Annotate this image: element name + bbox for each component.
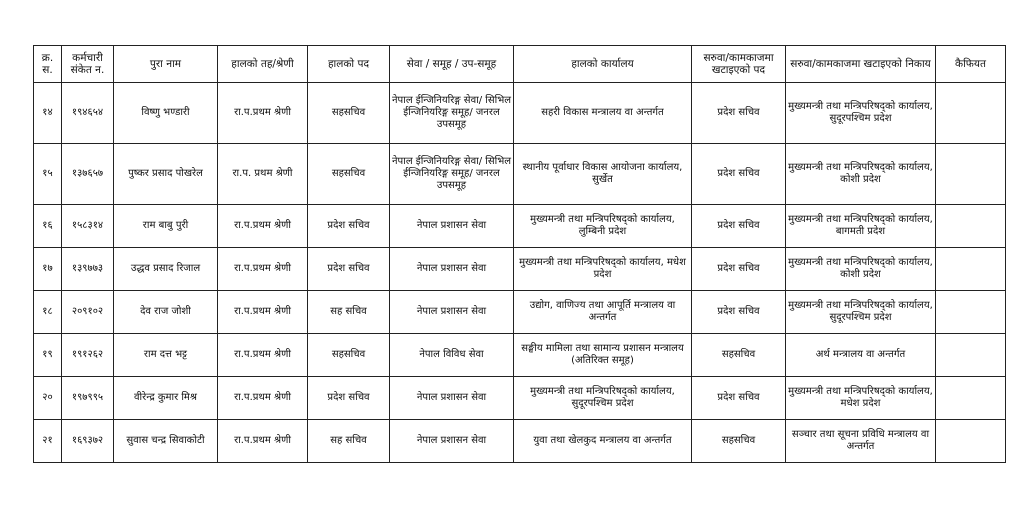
table-row bbox=[34, 334, 1006, 377]
cell-remarks bbox=[936, 205, 1006, 248]
cell-sn: १७ bbox=[34, 248, 62, 291]
table-row bbox=[34, 291, 1006, 334]
cell-office: सङ्घीय मामिला तथा सामान्य प्रशासन मन्त्रालय (अतिरिक्त समूह) bbox=[514, 334, 692, 377]
cell-code: १६९३७२ bbox=[62, 420, 114, 463]
header-full-name: पुरा नाम bbox=[114, 46, 218, 83]
header-transfer-body: सरुवा/कामकाजमा खटाइएको निकाय bbox=[786, 46, 936, 83]
cell-sn: १९ bbox=[34, 334, 62, 377]
cell-name: विष्णु भण्डारी bbox=[114, 83, 218, 144]
header-service-group: सेवा / समूह / उप-समूह bbox=[390, 46, 514, 83]
cell-service: नेपाल ईन्जिनियरिङ्ग सेवा/ सिभिल ईन्जिनियरिङ्ग समूह/ जनरल उपसमूह bbox=[390, 144, 514, 205]
cell-office: मुख्यमन्त्री तथा मन्त्रिपरिषद्को कार्यालय, सुदूरपश्चिम प्रदेश bbox=[514, 377, 692, 420]
cell-level: रा.प. प्रथम श्रेणी bbox=[218, 144, 308, 205]
cell-level: रा.प.प्रथम श्रेणी bbox=[218, 83, 308, 144]
table-row bbox=[34, 420, 1006, 463]
cell-name: सुवास चन्द्र सिवाकोटी bbox=[114, 420, 218, 463]
table-row bbox=[34, 377, 1006, 420]
transfer-table bbox=[33, 45, 1006, 463]
header-current-office: हालको कार्यालय bbox=[514, 46, 692, 83]
cell-code: १५८३१४ bbox=[62, 205, 114, 248]
cell-name: उद्धव प्रसाद रिजाल bbox=[114, 248, 218, 291]
cell-office: मुख्यमन्त्री तथा मन्त्रिपरिषद्को कार्यालय, मधेश प्रदेश bbox=[514, 248, 692, 291]
cell-transfer-post: प्रदेश सचिव bbox=[692, 205, 786, 248]
table-row bbox=[34, 248, 1006, 291]
cell-office: मुख्यमन्त्री तथा मन्त्रिपरिषद्को कार्यालय, लुम्बिनी प्रदेश bbox=[514, 205, 692, 248]
cell-remarks bbox=[936, 291, 1006, 334]
cell-transfer-post: प्रदेश सचिव bbox=[692, 83, 786, 144]
cell-transfer-post: सहसचिव bbox=[692, 334, 786, 377]
cell-post: प्रदेश सचिव bbox=[308, 377, 390, 420]
cell-level: रा.प.प्रथम श्रेणी bbox=[218, 334, 308, 377]
cell-office: युवा तथा खेलकुद मन्त्रालय वा अन्तर्गत bbox=[514, 420, 692, 463]
cell-level: रा.प.प्रथम श्रेणी bbox=[218, 205, 308, 248]
table-row bbox=[34, 205, 1006, 248]
cell-post: सहसचिव bbox=[308, 334, 390, 377]
header-employee-code: कर्मचारी संकेत न. bbox=[62, 46, 114, 83]
cell-service: नेपाल प्रशासन सेवा bbox=[390, 420, 514, 463]
cell-name: देव राज जोशी bbox=[114, 291, 218, 334]
cell-post: सहसचिव bbox=[308, 83, 390, 144]
cell-remarks bbox=[936, 83, 1006, 144]
table-row bbox=[34, 144, 1006, 205]
cell-service: नेपाल विविध सेवा bbox=[390, 334, 514, 377]
cell-service: नेपाल प्रशासन सेवा bbox=[390, 377, 514, 420]
cell-transfer-post: प्रदेश सचिव bbox=[692, 291, 786, 334]
cell-remarks bbox=[936, 334, 1006, 377]
cell-transfer-body: मुख्यमन्त्री तथा मन्त्रिपरिषद्को कार्यालय, मधेश प्रदेश bbox=[786, 377, 936, 420]
cell-transfer-body: मुख्यमन्त्री तथा मन्त्रिपरिषद्को कार्यालय, बागमती प्रदेश bbox=[786, 205, 936, 248]
cell-code: १९७९९५ bbox=[62, 377, 114, 420]
cell-service: नेपाल प्रशासन सेवा bbox=[390, 291, 514, 334]
header-current-post: हालको पद bbox=[308, 46, 390, 83]
cell-remarks bbox=[936, 248, 1006, 291]
cell-post: सह सचिव bbox=[308, 420, 390, 463]
cell-code: १९१२६२ bbox=[62, 334, 114, 377]
cell-office: स्थानीय पूर्वाधार विकास आयोजना कार्यालय, सुर्खेत bbox=[514, 144, 692, 205]
cell-transfer-post: सहसचिव bbox=[692, 420, 786, 463]
cell-transfer-post: प्रदेश सचिव bbox=[692, 248, 786, 291]
cell-transfer-body: मुख्यमन्त्री तथा मन्त्रिपरिषद्को कार्यालय, कोशी प्रदेश bbox=[786, 144, 936, 205]
cell-transfer-post: प्रदेश सचिव bbox=[692, 377, 786, 420]
cell-transfer-body: अर्थ मन्त्रालय वा अन्तर्गत bbox=[786, 334, 936, 377]
cell-code: १३७६५७ bbox=[62, 144, 114, 205]
cell-code: २०९१०२ bbox=[62, 291, 114, 334]
cell-code: १९४६५४ bbox=[62, 83, 114, 144]
cell-post: प्रदेश सचिव bbox=[308, 205, 390, 248]
table-row bbox=[34, 83, 1006, 144]
header-remarks: कैफियत bbox=[936, 46, 1006, 83]
header-row bbox=[34, 46, 1006, 83]
cell-office: सहरी विकास मन्त्रालय वा अन्तर्गत bbox=[514, 83, 692, 144]
cell-office: उद्योग, वाणिज्य तथा आपूर्ति मन्त्रालय वा अन्तर्गत bbox=[514, 291, 692, 334]
cell-code: १३९७७३ bbox=[62, 248, 114, 291]
cell-name: पुष्कर प्रसाद पोखरेल bbox=[114, 144, 218, 205]
cell-sn: २० bbox=[34, 377, 62, 420]
header-transfer-post: सरुवा/कामकाजमा खटाइएको पद bbox=[692, 46, 786, 83]
cell-transfer-body: मुख्यमन्त्री तथा मन्त्रिपरिषद्को कार्यालय, कोशी प्रदेश bbox=[786, 248, 936, 291]
cell-level: रा.प.प्रथम श्रेणी bbox=[218, 377, 308, 420]
cell-post: सहसचिव bbox=[308, 144, 390, 205]
cell-level: रा.प.प्रथम श्रेणी bbox=[218, 420, 308, 463]
cell-transfer-body: मुख्यमन्त्री तथा मन्त्रिपरिषद्को कार्यालय, सुदूरपश्चिम प्रदेश bbox=[786, 291, 936, 334]
cell-sn: २१ bbox=[34, 420, 62, 463]
cell-post: प्रदेश सचिव bbox=[308, 248, 390, 291]
cell-transfer-post: प्रदेश सचिव bbox=[692, 144, 786, 205]
cell-service: नेपाल प्रशासन सेवा bbox=[390, 248, 514, 291]
cell-service: नेपाल प्रशासन सेवा bbox=[390, 205, 514, 248]
cell-post: सह सचिव bbox=[308, 291, 390, 334]
cell-name: राम दत्त भट्ट bbox=[114, 334, 218, 377]
cell-name: वीरेन्द्र कुमार मिश्र bbox=[114, 377, 218, 420]
cell-remarks bbox=[936, 420, 1006, 463]
cell-remarks bbox=[936, 377, 1006, 420]
cell-transfer-body: सञ्चार तथा सूचना प्रविधि मन्त्रालय वा अन्तर्गत bbox=[786, 420, 936, 463]
cell-name: राम बाबु पुरी bbox=[114, 205, 218, 248]
cell-sn: १६ bbox=[34, 205, 62, 248]
cell-sn: १८ bbox=[34, 291, 62, 334]
cell-level: रा.प.प्रथम श्रेणी bbox=[218, 291, 308, 334]
cell-sn: १४ bbox=[34, 83, 62, 144]
cell-transfer-body: मुख्यमन्त्री तथा मन्त्रिपरिषद्को कार्यालय, सुदूरपश्चिम प्रदेश bbox=[786, 83, 936, 144]
header-sn: क्र. स. bbox=[34, 46, 62, 83]
cell-service: नेपाल ईन्जिनियरिङ्ग सेवा/ सिभिल ईन्जिनियरिङ्ग समूह/ जनरल उपसमूह bbox=[390, 83, 514, 144]
cell-sn: १५ bbox=[34, 144, 62, 205]
header-current-level: हालको तह/श्रेणी bbox=[218, 46, 308, 83]
cell-remarks bbox=[936, 144, 1006, 205]
cell-level: रा.प.प्रथम श्रेणी bbox=[218, 248, 308, 291]
